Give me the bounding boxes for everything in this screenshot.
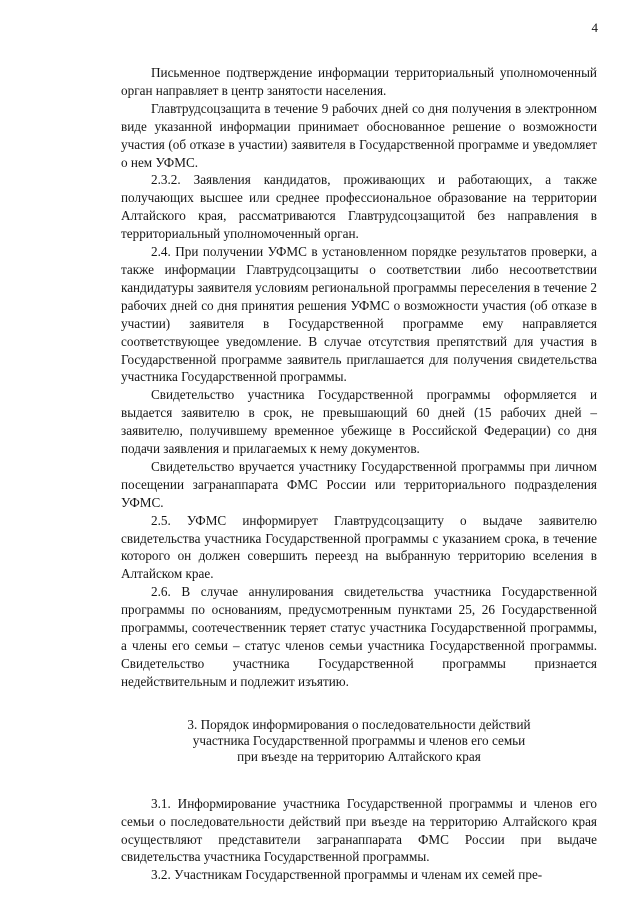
paragraph-2-3-2: 2.3.2. Заявления кандидатов, проживающих и работающих, а также получающих высшее или среднее профессиональное образование на территории Алтайского края, рассматриваются Главтрудсоцзащитой без направления в территориальный уполномоченный орган. <box>121 172 597 242</box>
page-number: 4 <box>591 20 598 35</box>
paragraph-decision-9-days: Главтрудсоцзащита в течение 9 рабочих дней со дня получения в электронном виде указанной информации принимает обоснованное решение о возможности участия (об отказе в участии) заявителя в Государственной программе и уведомляет о нем УФМС. <box>121 100 597 170</box>
paragraph-3-2: 3.2. Участникам Государственной программы и членам их семей пре- <box>151 867 543 883</box>
section-heading-line: 3. Порядок информирования о последовательности действий <box>187 716 531 732</box>
paragraph-written-confirmation: Письменное подтверждение информации территориальный уполномоченный орган направляет в центр занятости населения. <box>121 65 597 98</box>
section-3-heading <box>121 717 597 765</box>
section-heading-line: при въезде на территорию Алтайского края <box>237 748 481 764</box>
paragraph-2-6: 2.6. В случае аннулирования свидетельства участника Государственной программы по основаниям, предусмотренным пунктами 25, 26 Государственной программы, соотечественник теряет статус участника Государственной программы, а члены его семьи – статус членов семьи участника Государственной программы. Свидетельство участника Государственной программы признается недействительным и подлежит изъятию. <box>121 584 597 689</box>
paragraph-2-5: 2.5. УФМС информирует Главтрудсоцзащиту о выдаче заявителю свидетельства участника Государственной программы с указанием срока, в течение которого он должен совершить переезд на выбранную территорию вселения в Алтайском крае. <box>121 512 597 582</box>
paragraph-2-4: 2.4. При получении УФМС в установленном порядке результатов проверки, а также информации Главтрудсоцзащиты о соответствии либо несоответствии кандидатуры заявителя условиям региональной программы переселения в течение 2 рабочих дней со дня принятия решения УФМС о возможности участия (об отказе в участии) заявителя в Государственной программе ему направляется соответствующее уведомление. В случае отсутствия препятствий для участия в Государственной программе заявитель приглашается для получения свидетельства участника Государственной программы. <box>121 244 597 385</box>
section-heading-line: участника Государственной программы и членов его семьи <box>192 732 526 748</box>
paragraph-3-1: 3.1. Информирование участника Государственной программы и членов его семьи о последовательности действий при въезде на территорию Алтайского края осуществляют представители загранаппарата ФМС России при выдаче свидетельства участника Государственной программы. <box>121 795 597 865</box>
paragraph-certificate-issuance: Свидетельство участника Государственной программы оформляется и выдается заявителю в срок, не превышающий 60 дней (15 рабочих дней – заявителю, получившему временное убежище в Российской Федерации) со дня подачи заявления и прилагаемых к нему документов. <box>121 387 597 457</box>
document-body <box>121 64 597 884</box>
paragraph-certificate-delivery: Свидетельство вручается участнику Государственной программы при личном посещении загранаппарата ФМС России или территориального подразделения УФМС. <box>121 458 597 510</box>
